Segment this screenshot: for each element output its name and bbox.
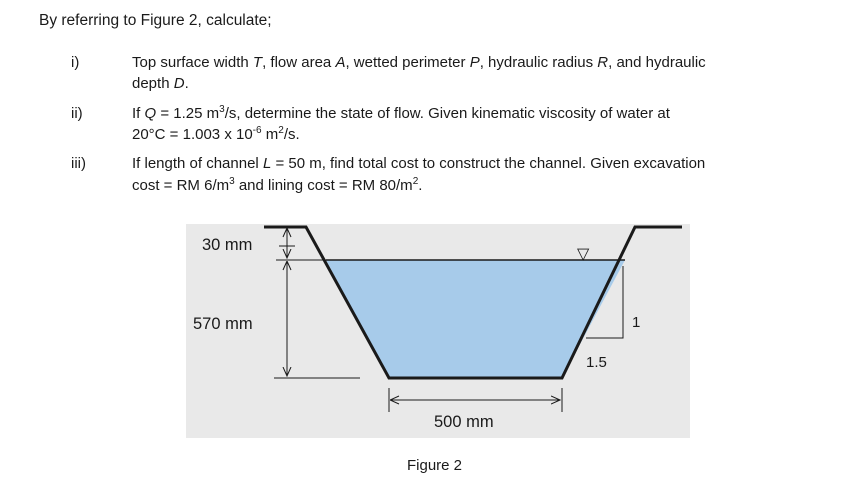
question-2-line-1: If Q = 1.25 $m^3/s$, determine the state of flow. Given kinematic viscosity of water at: [132, 104, 670, 122]
question-2-line-2: 20°C = 1.003 x $10^{-6}$ $m^2/s$.: [132, 125, 300, 143]
question-3-line-2: cost = RM $6/m^3$ and lining cost = RM $80/m^2$.: [132, 176, 423, 194]
question-number-2: ii): [71, 105, 83, 122]
figure-caption: Figure 2: [407, 457, 463, 474]
question-3-line-1: If length of channel L = 50 m, find total cost to construct the channel. Given excavation: [132, 155, 706, 172]
depth-label: 570 mm: [193, 315, 253, 333]
question-1-line-1: Top surface width T, flow area A, wetted perimeter P, hydraulic radius R, and hydraulic: [132, 54, 706, 71]
water-level-symbol: ▽: [577, 246, 590, 263]
bottom-width-label: 500 mm: [434, 413, 494, 431]
intro-text: By referring to Figure 2, calculate;: [39, 12, 272, 29]
question-1-line-2: depth D.: [132, 75, 189, 92]
question-number-1: i): [71, 54, 80, 71]
slope-vertical-label: 1: [632, 314, 641, 331]
question-number-3: iii): [71, 155, 86, 172]
slope-horizontal-label: 1.5: [586, 354, 607, 371]
freeboard-label: 30 mm: [202, 236, 253, 254]
